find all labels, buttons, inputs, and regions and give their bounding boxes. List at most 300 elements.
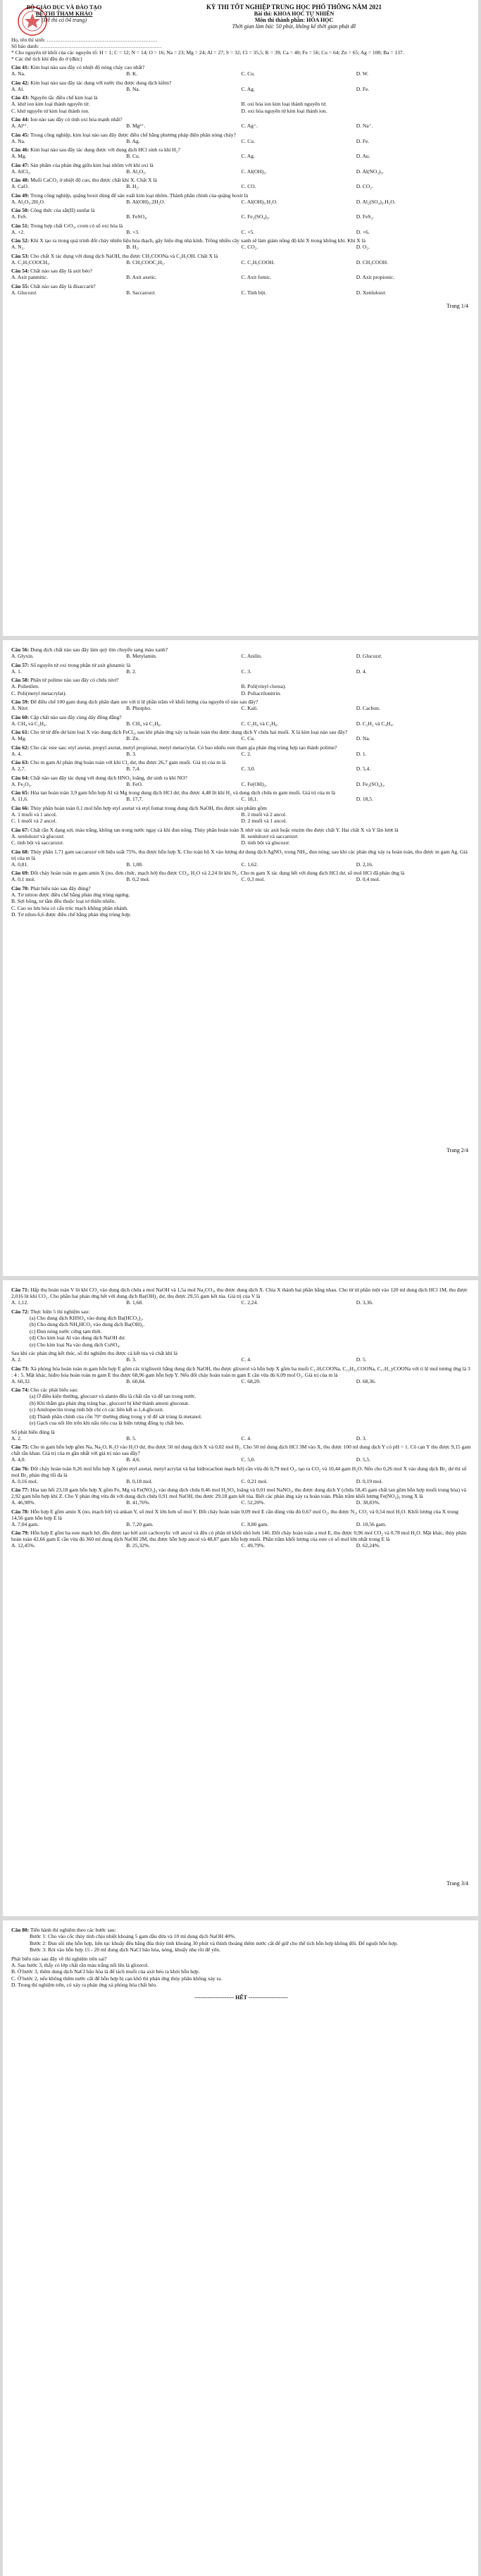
statement-item: (c) Đun nóng nước cứng tạm thời. bbox=[30, 1327, 102, 1334]
answer-option: D. Glucozơ. bbox=[356, 653, 382, 659]
answer-options bbox=[11, 876, 471, 883]
question bbox=[11, 268, 471, 274]
answer-option: A. 2. bbox=[11, 1434, 22, 1442]
answer-option: D. 2 muối và 1 ancol. bbox=[241, 818, 287, 824]
answer-option: B. Axit axetic. bbox=[126, 274, 157, 280]
question-number: Câu 48: bbox=[11, 177, 30, 183]
pages-note: (Đề thi có 04 trang) bbox=[42, 17, 87, 23]
question-number: Câu 44: bbox=[11, 116, 30, 123]
answer-option: D. 2,16. bbox=[356, 861, 373, 868]
question bbox=[11, 677, 471, 683]
answer-option: D. O₂. bbox=[356, 244, 370, 250]
answer-option: C. 0,21 mol. bbox=[241, 1477, 268, 1484]
answer-option: B. CH₄ và C₂H₆. bbox=[126, 720, 162, 727]
answer-option: D. 1. bbox=[356, 750, 367, 757]
answer-options bbox=[11, 735, 471, 742]
question-prompt: Phát biểu nào sau đây về thí nghiệm trên sai? bbox=[11, 1955, 107, 1962]
question-text: Muối CaCO₃ ở nhiệt độ cao, thu được chất khí X. Chất X là bbox=[30, 177, 157, 183]
answer-option: A. 4. bbox=[11, 750, 22, 757]
question bbox=[11, 177, 471, 183]
question bbox=[11, 80, 471, 86]
answer-option: D. oxi hóa nguyên tử kim loại thành ion. bbox=[241, 107, 327, 114]
question-number: Câu 77: bbox=[11, 1487, 30, 1493]
answer-options bbox=[11, 765, 471, 773]
answer-option: D. Tơ nilon-6,6 được điều chế bằng phản ứng trùng hợp. bbox=[11, 911, 132, 918]
answer-option: D. 68,36. bbox=[356, 1377, 376, 1384]
answer-option: D. C₂H₂ và C₄H₄. bbox=[356, 720, 394, 727]
answer-option: C. Poli(metyl metacrylat). bbox=[11, 689, 67, 696]
answer-option: B. Mg²⁺. bbox=[126, 123, 146, 129]
answer-option: A. AlCl₃. bbox=[11, 168, 31, 175]
answer-options bbox=[11, 86, 471, 93]
question bbox=[11, 729, 471, 735]
question-number: Câu 59: bbox=[11, 699, 30, 705]
question-text: Sản phẩm của phản ứng giữa kim loại nhôm với khí oxi là bbox=[30, 161, 154, 168]
question-number: Câu 49: bbox=[11, 192, 30, 199]
statement-item: (d) Cho kim loại Al vào dung dịch NaOH dư. bbox=[30, 1334, 126, 1341]
answer-option: D. Xenlulozơ. bbox=[356, 289, 387, 296]
answer-option: B. 5. bbox=[126, 1434, 137, 1442]
question-text: Công thức của sắt(II) sunfat là bbox=[30, 207, 95, 213]
question bbox=[11, 870, 471, 876]
answer-option: D. Axit propionic. bbox=[356, 274, 395, 280]
answer-option: C. CO. bbox=[241, 183, 256, 189]
answer-option: A. Na. bbox=[11, 137, 25, 144]
answer-option: A. khử ion kim loại thành nguyên tử. bbox=[11, 101, 90, 107]
header-right bbox=[117, 4, 471, 30]
exam-page-4 bbox=[3, 1920, 478, 2576]
statement-item: (e) Cho kim loại Na vào dung dịch CuSO₄. bbox=[30, 1341, 121, 1348]
exam-subject: Môn thi thành phần: HÓA HỌC bbox=[254, 17, 334, 23]
question bbox=[11, 1530, 471, 1542]
answer-option: C. 3,0. bbox=[241, 765, 256, 772]
gas-note: * Các thể tích khí đều đo ở (đktc) bbox=[11, 56, 82, 62]
answer-option: A. 0,1 mol. bbox=[11, 876, 35, 882]
question-text: Thủy phân 1,71 gam saccarozơ với hiệu suất 75%, thu được hỗn hợp X. Cho toàn bộ X vào lượng dư dung dịch AgNO₃ trong NH₃, đun nóng; sau khi các phản ứng xảy ra hoàn toàn, thu được m gam Ag. Giá trị của m là bbox=[11, 848, 468, 861]
question-number: Câu 55: bbox=[11, 282, 30, 289]
question-text: Tiến hành thí nghiệm theo các bước sau: bbox=[30, 1927, 116, 1933]
question-number: Câu 64: bbox=[11, 774, 30, 781]
answer-options bbox=[11, 781, 471, 788]
answer-option: A. Axit panmitic. bbox=[11, 274, 49, 280]
answer-option: A. 2,7. bbox=[11, 765, 26, 772]
answer-options bbox=[11, 833, 471, 846]
answer-option: D. CH₃COOH. bbox=[356, 258, 389, 265]
answer-option: B. FeSO₄. bbox=[126, 213, 148, 220]
answer-option: A. Glyxin. bbox=[11, 653, 34, 659]
answer-option: C. 3. bbox=[241, 668, 251, 675]
question-number: Câu 65: bbox=[11, 789, 30, 796]
answer-option: B. Ag. bbox=[126, 137, 140, 144]
question-text: Chất nào sau đây là đisaccarit? bbox=[30, 282, 96, 289]
question bbox=[11, 1287, 471, 1299]
question bbox=[11, 116, 471, 123]
answer-option: D. +6. bbox=[356, 228, 370, 235]
answer-options bbox=[11, 668, 471, 675]
question-number: Câu 60: bbox=[11, 713, 30, 720]
question-number: Câu 46: bbox=[11, 146, 30, 153]
statement-item: Bước 1: Cho vào cốc thủy tinh chịu nhiệt khoảng 5 gam dầu dừa và 10 ml dung dịch NaOH 40%. bbox=[30, 1933, 236, 1939]
question-number: Câu 73: bbox=[11, 1365, 30, 1372]
question bbox=[11, 885, 471, 892]
answer-option: A. Sau bước 3, thấy có lớp chất rắn màu trắng nổi lên là glixerol. bbox=[11, 1961, 149, 1968]
answer-option: D. Na. bbox=[356, 735, 370, 742]
question-text: Kim loại nào sau đây có nhiệt độ nóng chảy cao nhất? bbox=[30, 64, 145, 70]
question-text: Kim loại nào sau đây tác dụng được với dung dịch HCl sinh ra khí H₂? bbox=[30, 146, 180, 153]
answer-option: D. 38,83%. bbox=[356, 1499, 380, 1506]
question-number: Câu 79: bbox=[11, 1530, 30, 1536]
answer-option: B. Na. bbox=[126, 85, 140, 92]
question-list-page-3 bbox=[11, 1287, 471, 1549]
answer-option: A. C₂H₅COOCH₃. bbox=[11, 258, 51, 265]
question-number: Câu 53: bbox=[11, 252, 30, 259]
question-number: Câu 74: bbox=[11, 1387, 30, 1393]
answer-option: C. Al(OH)₃. bbox=[241, 168, 267, 175]
answer-option: D. tinh bột và glucozơ. bbox=[241, 839, 290, 846]
answer-option: C. 2,24. bbox=[241, 1299, 258, 1306]
answer-options bbox=[11, 1499, 471, 1506]
answer-option: A. Na. bbox=[11, 70, 25, 77]
answer-options bbox=[11, 289, 471, 296]
question bbox=[11, 1508, 471, 1521]
question-text: Hỗn hợp E gồm amin X (no, mạch hở) và ankan Y, số mol X lớn hơn số mol Y. Đốt cháy hoàn toàn 0,09 mol E cần dùng vừa đủ 0,67 mol O₂, thu được N₂, CO₂ và 0,54 mol H₂O. Khối lượng của X trong 14,56 gam hỗn hợp E là bbox=[11, 1508, 458, 1521]
question-text: Cặp chất nào sau đây cùng dãy đồng đẳng? bbox=[30, 713, 122, 720]
answer-option: D. 3,36. bbox=[356, 1299, 373, 1306]
question bbox=[11, 283, 471, 289]
answer-option: B. 41,76%. bbox=[126, 1499, 150, 1506]
answer-option: B. Poli(vinyl clorua). bbox=[241, 683, 287, 689]
answer-option: B. xenlulozơ và saccarozơ. bbox=[241, 832, 299, 839]
exam-header bbox=[11, 4, 471, 44]
answer-options bbox=[11, 259, 471, 266]
answer-option: B. 3. bbox=[126, 1356, 137, 1363]
answer-option: C. 49,79%. bbox=[241, 1542, 266, 1549]
answer-option: C. 52,20%. bbox=[241, 1499, 266, 1506]
exam-time: Thời gian làm bài: 50 phút, không kể thời gian phát đề bbox=[232, 23, 356, 30]
answer-option: A. Tơ nitron được điều chế bằng phản ứng trùng ngưng. bbox=[11, 891, 130, 898]
question-number: Câu 57: bbox=[11, 661, 30, 668]
question-text: Chất nào sau đây là axit béo? bbox=[30, 268, 92, 274]
question bbox=[11, 132, 471, 138]
answer-option: D. 0,4 mol. bbox=[356, 876, 380, 882]
page-number-1: Trang 1/4 bbox=[446, 303, 468, 309]
answer-option: B. H₂. bbox=[126, 183, 139, 189]
question-text: Cho các este sau: etyl axetat, propyl axetat, metyl propionat, metyl metacrylat. Có bao nhiêu este tham gia phản ứng trùng hợp tạo thành polime? bbox=[30, 744, 337, 751]
question bbox=[11, 94, 471, 101]
question-number: Câu 69: bbox=[11, 870, 30, 876]
answer-option: B. 0,2 mol. bbox=[126, 876, 150, 882]
question-text: Chất rắn X dạng sợi, màu trắng, không tan trong nước ngay cả khi đun nóng. Thủy phân hoàn toàn X nhờ xúc tác axit hoặc enzim thu được chất Y. Hai chất X và Y lần lượt là bbox=[30, 826, 399, 833]
answer-option: A. 1 muối và 1 ancol. bbox=[11, 811, 57, 818]
question-text: Chất nào sau đây tác dụng với dung dịch HNO₃ loãng, dư sinh ra khí NO? bbox=[30, 774, 187, 781]
question bbox=[11, 223, 471, 229]
answer-option: B. H₂. bbox=[126, 244, 139, 250]
answer-options bbox=[11, 70, 471, 77]
answer-option: D. 3. bbox=[356, 1434, 367, 1442]
question-number: Câu 72: bbox=[11, 1308, 30, 1315]
answer-option: B. 3. bbox=[126, 750, 137, 757]
answer-option: C. Ag. bbox=[241, 85, 255, 92]
answer-options bbox=[11, 1435, 471, 1442]
answer-option: A. 7,04 gam. bbox=[11, 1520, 39, 1527]
question-text: Đốt cháy hoàn toàn m gam amin X (no, đơn chức, mạch hở) thu được CO₂, H₂O và 2,24 lít khí N₂. Cho m gam X tác dụng hết với dung dịch HCl dư, số mol HCl đã phản ứng là bbox=[30, 870, 405, 876]
answer-option: C. C₂H₄ và C₂H₆. bbox=[241, 720, 279, 727]
answer-option: A. FeS. bbox=[11, 213, 27, 220]
answer-option: D. Fe. bbox=[356, 85, 370, 92]
answer-option: C. Ở bước 2, nếu không thêm nước cất để hỗn hợp bị cạn khô thì phản ứng thủy phân không xảy ra. bbox=[11, 1975, 223, 1982]
question-number: Câu 78: bbox=[11, 1508, 30, 1515]
question-text: Ion nào sau đây có tính oxi hóa mạnh nhất? bbox=[30, 116, 123, 123]
exam-page-1 bbox=[3, 0, 478, 636]
answer-option: B. Ở bước 3, thêm dung dịch NaCl bão hòa là để tách muối của axit béo ra khỏi hỗn hợp. bbox=[11, 1968, 200, 1975]
answer-option: C. Al(OH)₃.H₂O. bbox=[241, 198, 277, 205]
question bbox=[11, 237, 471, 244]
question-number: Câu 63: bbox=[11, 759, 30, 765]
answer-option: C. tinh bột và saccarozơ. bbox=[11, 839, 64, 846]
answer-option: A. 0,16 mol. bbox=[11, 1477, 38, 1484]
exam-title: KỲ THI TỐT NGHIỆP TRUNG HỌC PHỔ THÔNG NĂM 2021 bbox=[206, 4, 382, 11]
answer-option: C. Fe(OH)₃. bbox=[241, 780, 268, 787]
answer-option: B. Photpho. bbox=[126, 705, 151, 711]
answer-options bbox=[11, 274, 471, 281]
header-left bbox=[11, 4, 117, 23]
answer-option: B. Sợi bông, tơ tằm đều thuộc loại tơ thiên nhiên. bbox=[11, 898, 116, 904]
answer-option: D. 4. bbox=[356, 668, 367, 675]
answer-option: B. 60,84. bbox=[126, 1377, 146, 1384]
answer-options bbox=[11, 1456, 471, 1463]
question bbox=[11, 64, 471, 70]
question-number: Câu 80: bbox=[11, 1927, 30, 1933]
question-text: Trong công nghiệp, quặng boxit dùng để sản xuất kim loại nhôm. Thành phần chính của quặng boxit là bbox=[30, 192, 249, 199]
answer-option: B. Al₂O₃. bbox=[126, 168, 146, 175]
question bbox=[11, 744, 471, 751]
question bbox=[11, 646, 471, 653]
statement-item: Bước 2: Đun sôi nhẹ hỗn hợp, liên tục khuấy đều bằng đũa thủy tinh khoảng 30 phút và thỉnh thoảng thêm nước cất để giữ cho thể tích hỗn hợp không đổi. Để nguội hỗn hợp. bbox=[30, 1939, 398, 1946]
question-list-page-2 bbox=[11, 646, 471, 918]
answer-options bbox=[11, 892, 471, 918]
answer-option: D. W. bbox=[356, 70, 369, 77]
answer-options bbox=[11, 153, 471, 160]
question-number: Câu 75: bbox=[11, 1444, 30, 1450]
answer-options bbox=[11, 683, 471, 696]
answer-option: B. 2 muối và 2 ancol. bbox=[241, 811, 287, 818]
answer-options bbox=[11, 861, 471, 868]
answer-option: A. Al³⁺. bbox=[11, 123, 29, 129]
answer-option: D. Au. bbox=[356, 153, 370, 159]
answer-options bbox=[11, 1356, 471, 1363]
question bbox=[11, 207, 471, 213]
answer-option: A. Al₂O₃.2H₂O. bbox=[11, 198, 45, 205]
question-text: Khí X tạo ra trong quá trình đốt cháy nhiên liệu hóa thạch, gây hiệu ứng nhà kính. Trồng nhiều cây xanh sẽ làm giảm nồng độ khí X trong không khí. Khí X là bbox=[30, 237, 366, 244]
end-marker: --------------------- HẾT --------------------- bbox=[194, 1994, 288, 2001]
answer-option: A. Mg. bbox=[11, 153, 27, 159]
candidate-id-line: Số báo danh: …………………………………………………………… bbox=[11, 43, 162, 49]
answer-option: C. Cu. bbox=[241, 70, 255, 77]
answer-option: C. Cu. bbox=[241, 735, 255, 742]
question-number: Câu 66: bbox=[11, 804, 30, 811]
question-number: Câu 61: bbox=[11, 729, 30, 735]
answer-options bbox=[11, 183, 471, 190]
question-number: Câu 47: bbox=[11, 161, 30, 168]
statement-item: (a) Cho dung dịch KHSO₄ vào dung dịch Ba(HCO₃)₂. bbox=[30, 1314, 144, 1321]
question-number: Câu 43: bbox=[11, 94, 30, 101]
answer-options bbox=[11, 705, 471, 712]
question-text: Phát biểu nào sau đây đúng? bbox=[30, 884, 91, 892]
answer-option: D. Fe₂(SO₄)₃. bbox=[356, 780, 385, 787]
answer-options bbox=[11, 1962, 471, 1989]
question-number: Câu 70: bbox=[11, 884, 30, 892]
answer-option: C. Cu. bbox=[241, 137, 255, 144]
exam-page-2 bbox=[3, 640, 478, 1276]
answer-options bbox=[11, 1378, 471, 1385]
answer-option: C. Cao su lưu hóa có cấu trúc mạch không phân nhánh. bbox=[11, 904, 128, 911]
candidate-name-line: Họ, tên thí sinh: ……………………………………………………… bbox=[11, 37, 158, 43]
statement-item: (e) Gạch cua nổi lên trên khi nấu riêu cua là hiện tượng đông tụ chất béo. bbox=[30, 1420, 185, 1426]
answer-option: A. 2. bbox=[11, 1356, 22, 1363]
question-text: Thủy phân hoàn toàn 0,1 mol hỗn hợp etyl axetat và etyl fomat trong dung dịch NaOH, thu được sản phẩm gồm bbox=[30, 804, 267, 811]
answer-option: D. 5,5. bbox=[356, 1456, 371, 1463]
answer-option: A. +2. bbox=[11, 228, 25, 235]
answer-option: B. 25,32%. bbox=[126, 1542, 150, 1549]
question-number: Câu 54: bbox=[11, 268, 30, 274]
answer-option: C. khử nguyên tử kim loại thành ion. bbox=[11, 107, 89, 114]
answer-option: A. 0,81. bbox=[11, 861, 29, 868]
question-text: Trong công nghiệp, kim loại nào sau đây được điều chế bằng phương pháp điện phân nóng chảy? bbox=[30, 131, 236, 138]
answer-options bbox=[11, 168, 471, 175]
answer-option: C. 68,20. bbox=[241, 1377, 261, 1384]
answer-options bbox=[11, 751, 471, 758]
answer-option: D. CO₂. bbox=[356, 183, 373, 189]
question bbox=[11, 1444, 471, 1456]
answer-option: A. 11,6. bbox=[11, 796, 28, 802]
question-number: Câu 45: bbox=[11, 131, 30, 138]
question-text: Cho chất X tác dụng với dung dịch NaOH, thu được CH₃COONa và C₂H₅OH. Chất X là bbox=[30, 252, 218, 259]
question-text: Kim loại nào sau đây tác dụng với nước thu được dung dịch kiềm? bbox=[30, 79, 172, 86]
answer-option: A. 4,0. bbox=[11, 1456, 26, 1463]
answer-option: C. 1,62. bbox=[241, 861, 258, 868]
answer-options bbox=[11, 811, 471, 825]
official-label: ĐỀ THI THAM KHẢO bbox=[35, 11, 93, 17]
question-text: Dung dịch chất nào sau đây làm quỳ tím chuyển sang màu xanh? bbox=[30, 646, 168, 653]
answer-options bbox=[11, 213, 471, 220]
question-text: Để điều chế 100 gam dung dịch phân đạm ure với tỉ lệ phần trăm về khối lượng của nguyên tố nào sau đây? bbox=[30, 699, 258, 705]
answer-option: C. Ag. bbox=[241, 153, 255, 159]
answer-option: B. 4,6. bbox=[126, 1456, 141, 1463]
answer-option: C. C₂H₅COOH. bbox=[241, 258, 275, 265]
question-text: Trong hợp chất CrO₃, crom có số oxi hóa là bbox=[30, 222, 123, 229]
answer-option: D. 5. bbox=[356, 1356, 367, 1363]
answer-option: D. 5,4. bbox=[356, 765, 371, 772]
answer-option: B. Al(OH)₃.2H₂O. bbox=[126, 198, 165, 205]
question-number: Câu 76: bbox=[11, 1465, 30, 1472]
answer-option: C. 4. bbox=[241, 1356, 251, 1363]
page-number-2: Trang 2/4 bbox=[446, 1147, 468, 1153]
question bbox=[11, 849, 471, 861]
answer-option: A. Fe₂O₃. bbox=[11, 780, 32, 787]
question bbox=[11, 805, 471, 811]
answer-options bbox=[11, 796, 471, 803]
question bbox=[11, 1465, 471, 1478]
statement-item: (d) Thành phần chính của cồn 70° thường dùng trong y tế để sát trùng là metanol. bbox=[30, 1413, 202, 1420]
question bbox=[11, 162, 471, 168]
atomic-mass-note: * Cho nguyên tử khối của các nguyên tố: H = 1; C = 12; N = 14; O = 16; Na = 23; Mg = 24; Al = 27; S = 32; Cl = 35,5; K = 39; Ca = 40; Fe = 56; Cu = 64; Zn = 65; Ag = 108; Ba = 137. bbox=[11, 49, 404, 56]
answer-option: B. 7,20 gam. bbox=[126, 1520, 154, 1527]
question bbox=[11, 1927, 471, 1933]
answer-options bbox=[11, 1521, 471, 1528]
answer-options bbox=[11, 720, 471, 727]
question-number: Câu 50: bbox=[11, 207, 30, 213]
question-text: Cho m gam Al phản ứng hoàn toàn với khí Cl₂ dư, thu được 26,7 gam muối. Giá trị của m là bbox=[30, 759, 226, 765]
answer-option: C. 5,0. bbox=[241, 1456, 256, 1463]
statement-item: (c) Amilopectin trong tinh bột chỉ có các liên kết α-1,4-glicozit. bbox=[30, 1406, 164, 1413]
answer-option: C. Fe₂(SO₄)₃. bbox=[241, 213, 270, 220]
answer-option: C. CO₂. bbox=[241, 244, 258, 250]
answer-option: C. 1 muối và 2 ancol. bbox=[11, 818, 57, 824]
answer-option: B. Saccarozơ. bbox=[126, 289, 156, 296]
question bbox=[11, 253, 471, 259]
answer-options bbox=[11, 244, 471, 251]
answer-option: B. 2. bbox=[126, 668, 137, 675]
answer-options bbox=[11, 138, 471, 145]
statement-item: (b) Cho dung dịch NH₄HCO₃ vào dung dịch Ba(OH)₂. bbox=[30, 1321, 145, 1327]
question bbox=[11, 662, 471, 668]
answer-option: B. FeO. bbox=[126, 780, 143, 787]
question-text: Hòa tan hết 23,18 gam hỗn hợp X gồm Fe, Mg và Fe(NO₃)₃ vào dung dịch chứa 0,46 mol H₂SO₄ loãng và 0,01 mol NaNO₃, thu được dung dịch Y (chứa 58,45 gam chất tan gồm hỗn hợp muối trung hòa) và 2,92 gam hỗn hợp khí Z. Cho Y phản ứng vừa đủ với dung dịch chứa 0,91 mol NaOH, thu được 29,18 gam kết tủa. Biết các phản ứng xảy ra hoàn toàn. Phần trăm khối lượng Fe(NO₃)₃ trong X là bbox=[11, 1487, 466, 1499]
answer-option: A. Nitơ. bbox=[11, 705, 29, 711]
answer-option: D. 18,5. bbox=[356, 796, 373, 802]
answer-option: D. Poliacrilonitrin. bbox=[241, 689, 281, 696]
question-number: Câu 56: bbox=[11, 646, 30, 653]
answer-option: B. 1,68. bbox=[126, 1299, 144, 1306]
answer-option: A. Mg. bbox=[11, 735, 27, 742]
answer-options bbox=[11, 229, 471, 236]
statement-item: (a) Ở điều kiện thường, glucozơ và alanin đều là chất rắn và dễ tan trong nước. bbox=[30, 1393, 196, 1399]
answer-option: A. CH₄ và C₂H₄. bbox=[11, 720, 47, 727]
statement-item: (b) Khi thắm gia phản ứng tráng bạc, glucozơ bị khử thành amoni gluconat. bbox=[30, 1399, 189, 1406]
answer-options bbox=[11, 1299, 471, 1306]
answer-option: D. 10,56 gam. bbox=[356, 1520, 387, 1527]
question-prompt: Sau khi các phản ứng kết thúc, số thí nghiệm thu được cả kết tủa và chất khí là bbox=[11, 1350, 177, 1356]
question-text: Cho m gam hỗn hợp gồm Na, Na₂O, K₂O vào H₂O dư, thu được 50 ml dung dịch X và 0,02 mol H₂. Cho 50 ml dung dịch HCl 3M vào X, thu được 100 ml dung dịch Y có pH = 1. Cô cạn Y thu được 9,15 gam chất rắn khan. Giá trị của m gần nhất với giá trị nào sau đây? bbox=[11, 1444, 471, 1456]
question bbox=[11, 759, 471, 765]
answer-option: A. N₂. bbox=[11, 244, 25, 250]
question bbox=[11, 1487, 471, 1499]
question-prompt: Số phát biểu đúng là bbox=[11, 1428, 55, 1435]
question-text: Thực hiện 5 thí nghiệm sau: bbox=[30, 1308, 90, 1315]
answer-option: D. Al₂(SO₄)₃.H₂O. bbox=[356, 198, 396, 205]
question bbox=[11, 714, 471, 720]
question-number: Câu 52: bbox=[11, 237, 30, 244]
answer-option: B. 0,18 mol. bbox=[126, 1477, 153, 1484]
question-number: Câu 67: bbox=[11, 826, 30, 833]
answer-option: D. Fe. bbox=[356, 137, 370, 144]
page-number-3: Trang 3/4 bbox=[446, 1880, 468, 1887]
answer-option: C. Tinh bột. bbox=[241, 289, 267, 296]
question-list-page-1 bbox=[11, 64, 471, 296]
answer-option: A. 46,98%. bbox=[11, 1499, 36, 1506]
question-text: Hỗn hợp E gồm ba este mạch hở, đều được tạo bởi axit cacboxylic với ancol và đều có phân tử khối nhỏ hơn 146. Đốt cháy hoàn toàn a mol E, thu được 0,96 mol CO₂ và 0,78 mol H₂O. Mặt khác, thủy phân hoàn toàn 42,66 gam E cần vừa đủ 360 ml dung dịch NaOH 2M, thu được hỗn hợp ancol và 48,87 gam hỗn hợp muối. Phần trăm khối lượng của este có số mol lớn nhất trong E là bbox=[11, 1530, 467, 1542]
answer-option: C. Axit fomic. bbox=[241, 274, 272, 280]
answer-options bbox=[11, 123, 471, 130]
question bbox=[11, 146, 471, 153]
question bbox=[11, 775, 471, 781]
answer-option: C. Kali. bbox=[241, 705, 258, 711]
statement-item: Bước 3: Rót vào hỗn hợp 15 - 20 ml dung dịch NaCl bão hòa, nóng, khuấy nhẹ rồi để yên. bbox=[30, 1946, 220, 1953]
answer-option: B. K. bbox=[126, 70, 138, 77]
answer-options bbox=[11, 199, 471, 206]
question-text: Hấp thụ hoàn toàn V lít khí CO₂ vào dung dịch chứa a mol NaOH và 1,5a mol Na₂CO₃, thu được dung dịch X. Chia X thành hai phần bằng nhau. Cho từ từ phần một vào 120 ml dung dịch HCl 1M, thu được 2,016 lít khí CO₂. Cho phần hai phản ứng hết với dung dịch Ba(OH)₂ dư, thu được 29,55 gam kết tủa. Giá trị của V là bbox=[11, 1287, 468, 1299]
answer-option: A. 1,12. bbox=[11, 1299, 29, 1306]
